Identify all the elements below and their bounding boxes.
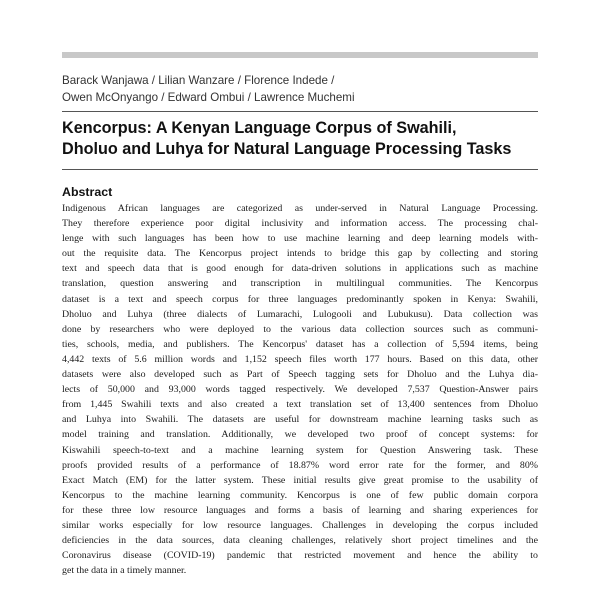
abstract-line: Coronavirus disease (COVID-19) pandemic that restricted movement and hence the ability to <box>62 550 538 562</box>
abstract-line: done by researchers who were deployed to the various data collection sources such as communi- <box>62 323 538 335</box>
title-line: Kencorpus: A Kenyan Language Corpus of Swahili, <box>62 119 457 137</box>
abstract-line: similar works especially for low resource languages. Challenges in developing the corpus included <box>62 519 538 531</box>
abstract-line: datasets were also developed such as Part of Speech tagging sets for Dholuo and the Luhya dia- <box>62 369 538 381</box>
abstract-line: for these three low resource languages and forms a basis of learning and sharing experiences for <box>62 504 538 516</box>
abstract-line: Kencorpus to the machine learning community. Kencorpus is one of few public domain corpora <box>62 489 538 501</box>
abstract-line: text and speech data that is good enough for data-driven solutions in applications such as machine <box>62 263 538 275</box>
abstract-line: Exact Match (EM) for the latter system. These initial results give great promise to the usability of <box>62 474 538 486</box>
abstract-line: They therefore experience poor digital inclusivity and information access. The processing chal- <box>62 218 538 230</box>
abstract-line: Kiswahili speech-to-text and a machine learning system for Question Answering task. These <box>62 444 538 456</box>
abstract-line: 4,442 texts of 5.6 million words and 1,152 speech files worth 177 hours. Based on this data, other <box>62 353 538 365</box>
abstract-line: dataset is a text and speech corpus for three languages predominantly spoken in Kenya: Swahili, <box>62 293 538 305</box>
abstract-body <box>62 201 538 578</box>
abstract-line: out the requisite data. The Kencorpus project intends to bridge this gap by collecting and storing <box>62 248 538 260</box>
abstract-line: lenge with such languages has been how to use machine learning and deep learning models with- <box>62 233 538 245</box>
abstract-line: lects of 50,000 and 93,000 words tagged respectively. We developed 7,537 Question-Answer pairs <box>62 384 538 396</box>
abstract-heading: Abstract <box>62 185 113 199</box>
abstract-line: from 1,445 Swahili texts and also created a text translation set of 13,400 sentences from Dholuo <box>62 399 538 411</box>
divider <box>62 111 538 112</box>
abstract-line: get the data in a timely manner. <box>62 565 187 577</box>
author-list <box>62 72 538 106</box>
abstract-line: deficiencies in the data sources, data cleaning challenges, relatively short project timelines and the <box>62 535 538 547</box>
abstract-line: Dholuo and Luhya (three dialects of Lumarachi, Lulogooli and Lubukusu). Data collection was <box>62 308 538 320</box>
abstract-line: Indigenous African languages are categorized as under-served in Natural Language Processing. <box>62 203 538 214</box>
paper-title <box>62 118 538 160</box>
top-rule <box>62 52 538 58</box>
abstract-line: translation, question answering and transcription in multilingual communities. The Kencorpus <box>62 278 538 290</box>
author-line: Barack Wanjawa / Lilian Wanzare / Florence Indede / <box>62 74 335 87</box>
abstract-line: ties, schools, media, and publishers. The Kencorpus' dataset has a collection of 5,594 items, being <box>62 338 538 350</box>
title-line: Dholuo and Luhya for Natural Language Processing Tasks <box>62 140 512 158</box>
author-line: Owen McOnyango / Edward Ombui / Lawrence Muchemi <box>62 91 355 104</box>
abstract-line: model training and translation. Additionally, we developed two proof of concept systems: for <box>62 429 538 441</box>
abstract-line: proofs provided results of a performance of 18.87% word error rate for the former, and 80% <box>62 459 538 471</box>
divider <box>62 169 538 170</box>
abstract-line: and Luhya into Swahili. The datasets are useful for downstream machine learning tasks such as <box>62 414 538 426</box>
